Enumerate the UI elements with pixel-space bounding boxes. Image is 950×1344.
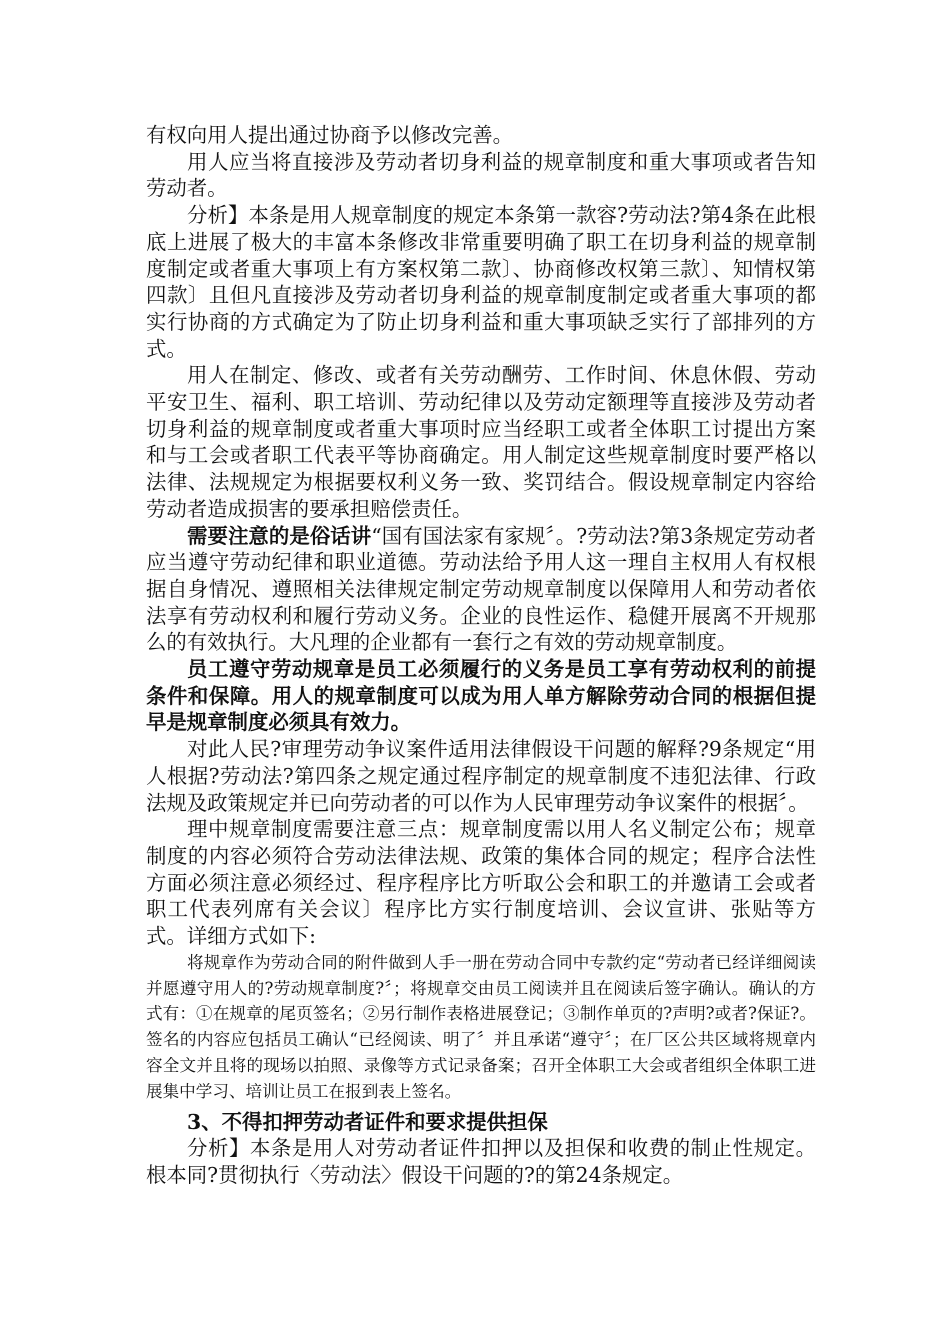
paragraph-6-bold: 员工遵守劳动规章是员工必须履行的义务是员工享有劳动权利的前提条件和保障。用人的规章制度可以成为用人单方解除劳动合同的根据但提早是规章制度必须具有效力。 — [146, 657, 816, 735]
paragraph-1: 有权向用人提出通过协商予以修改完善。 — [146, 123, 514, 147]
paragraph-5-rest: “国有国法家有家规〞。?劳动法?第3条规定劳动者应当遵守劳动纪律和职业道德。劳动法给予用人这一理自主权用人有权根据自身情况、遵照相关法律规定制定劳动规章制度以保障用人和劳动者依法享有劳动权利和履行劳动义务。企业的良性运作、稳健开展离不开规那么的有效执行。大凡理的企业都有一套行之有效的劳动规章制度。 — [146, 523, 816, 655]
paragraph-8: 理中规章制度需要注意三点：规章制度需以用人名义制定公布；规章制度的内容必须符合劳动法律法规、政策的集体合同的规定；程序合法性方面必须注意必须经过、程序程序比方听取公会和职工的并邀请工会或者职工代表列席有关会议〕程序比方实行制度培训、会议宣讲、张贴等方式。详细方式如下: — [146, 817, 816, 949]
paragraph-4: 用人在制定、修改、或者有关劳动酬劳、工作时间、休息休假、劳动平安卫生、福利、职工培训、劳动纪律以及劳动定额理等直接涉及劳动者切身利益的规章制度或者重大事项时应当经职工或者全体职工讨提出方案和与工会或者职工代表平等协商确定。用人制定这些规章制度时要严格以法律、法规规定为根据要权利义务一致、奖罚结合。假设规章制定内容给劳动者造成损害的要承担赔偿责任。 — [146, 363, 816, 521]
paragraph-7: 对此人民?审理劳动争议案件适用法律假设干问题的解释?9条规定“用人根据?劳动法?第四条之规定通过程序制定的规章制度不违犯法律、行政法规及政策规定并已向劳动者的可以作为人民审理劳动争议案件的根据〞。 — [146, 737, 816, 815]
paragraph-10: 分析】本条是用人对劳动者证件扣押以及担保和收费的制止性规定。根本同?贯彻执行〈劳动法〉假设干问题的?的第24条规定。 — [146, 1136, 816, 1187]
paragraph-5 — [146, 523, 816, 657]
document-page — [146, 122, 816, 1189]
paragraph-5-bold-lead: 需要注意的是俗话讲 — [187, 523, 372, 548]
paragraph-2: 用人应当将直接涉及劳动者切身利益的规章制度和重大事项或者告知劳动者。 — [146, 149, 816, 201]
paragraph-9-small: 将规章作为劳动合同的附件做到人手一册在劳动合同中专款约定“劳动者已经详细阅读并愿遵守用人的?劳动规章制度?〞；将规章交由员工阅读并且在阅读后签字确认。确认的方式有：①在规章的尾页签名；②另行制作表格进展登记；③制作单页的?声明?或者?保证?。签名的内容应包括员工确认“已经阅读、明了〞并且承诺“遵守〞；在厂区公共区域将规章内容全文并且将的现场以拍照、录像等方式记录备案；召开全体职工大会或者组织全体职工进展集中学习、培训让员工在报到表上签名。 — [146, 952, 816, 1101]
section-heading-3: 3、不得扣押劳动者证件和要求提供担保 — [187, 1109, 548, 1134]
paragraph-3: 分析】本条是用人规章制度的规定本条第一款容?劳动法?第4条在此根底上进展了极大的丰富本条修改非常重要明确了职工在切身利益的规章制度制定或者重大事项上有方案权第二款〕、协商修改权第三款〕、知情权第四款〕且但凡直接涉及劳动者切身利益的规章制度制定或者重大事项的都实行协商的方式确定为了防止切身利益和重大事项缺乏实行了部排列的方式。 — [146, 203, 816, 361]
